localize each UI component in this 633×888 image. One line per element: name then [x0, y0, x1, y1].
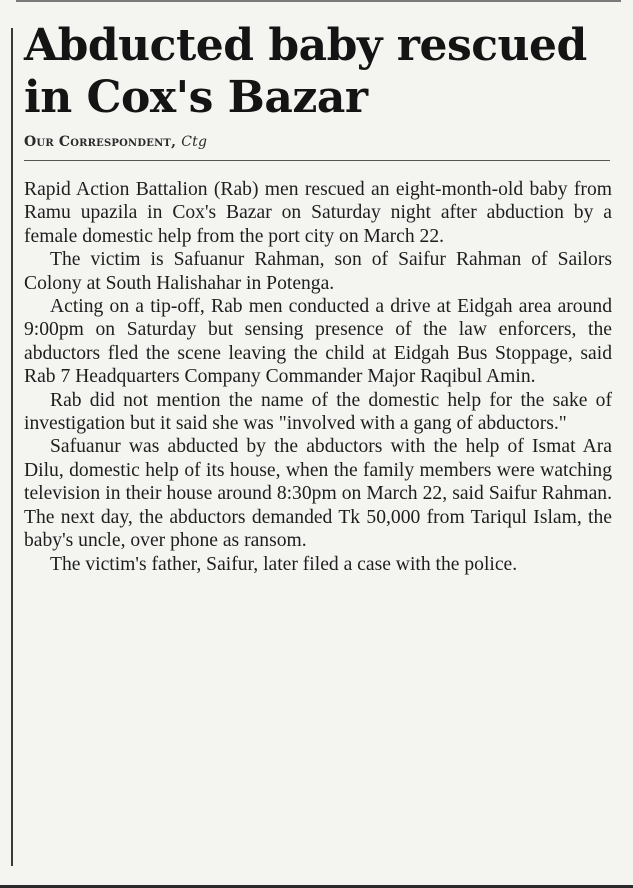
- headline: Abducted baby rescued in Cox's Bazar: [24, 20, 587, 123]
- byline-place: Ctg: [181, 134, 208, 150]
- byline: [24, 134, 612, 150]
- article: [24, 20, 612, 576]
- byline-rule: [24, 160, 610, 161]
- article-body: [24, 178, 612, 576]
- paragraph: The victim's father, Saifur, later filed a case with the police.: [50, 553, 518, 575]
- byline-author: Our Correspondent,: [24, 134, 177, 150]
- paragraph: Rab did not mention the name of the domestic help for the sake of investigation but it said she was "involved with a gang of abductors.": [24, 389, 612, 435]
- column-rule: [11, 28, 13, 866]
- top-rule: [16, 0, 621, 2]
- paragraph: Acting on a tip-off, Rab men conducted a drive at Eidgah area around 9:00pm on Saturday but sensing presence of the law enforcers, the abductors fled the scene leaving the child at Eidgah Bus Stoppage, said Rab 7 Headquarters Company Commander Major Raqibul Amin.: [24, 296, 612, 388]
- paragraph: Safuanur was abducted by the abductors with the help of Ismat Ara Dilu, domestic help of its house, when the family members were watching television in their house around 8:30pm on March 22, said Saifur Rahman. The next day, the abductors demanded Tk 50,000 from Tariqul Islam, the baby's uncle, over phone as ransom.: [24, 436, 612, 552]
- paragraph: Rapid Action Battalion (Rab) men rescued an eight-month-old baby from Ramu upazila in Cox's Bazar on Saturday night after abduction by a female domestic help from the port city on March 22.: [24, 179, 612, 247]
- paragraph: The victim is Safuanur Rahman, son of Saifur Rahman of Sailors Colony at South Halishahar in Potenga.: [24, 249, 612, 294]
